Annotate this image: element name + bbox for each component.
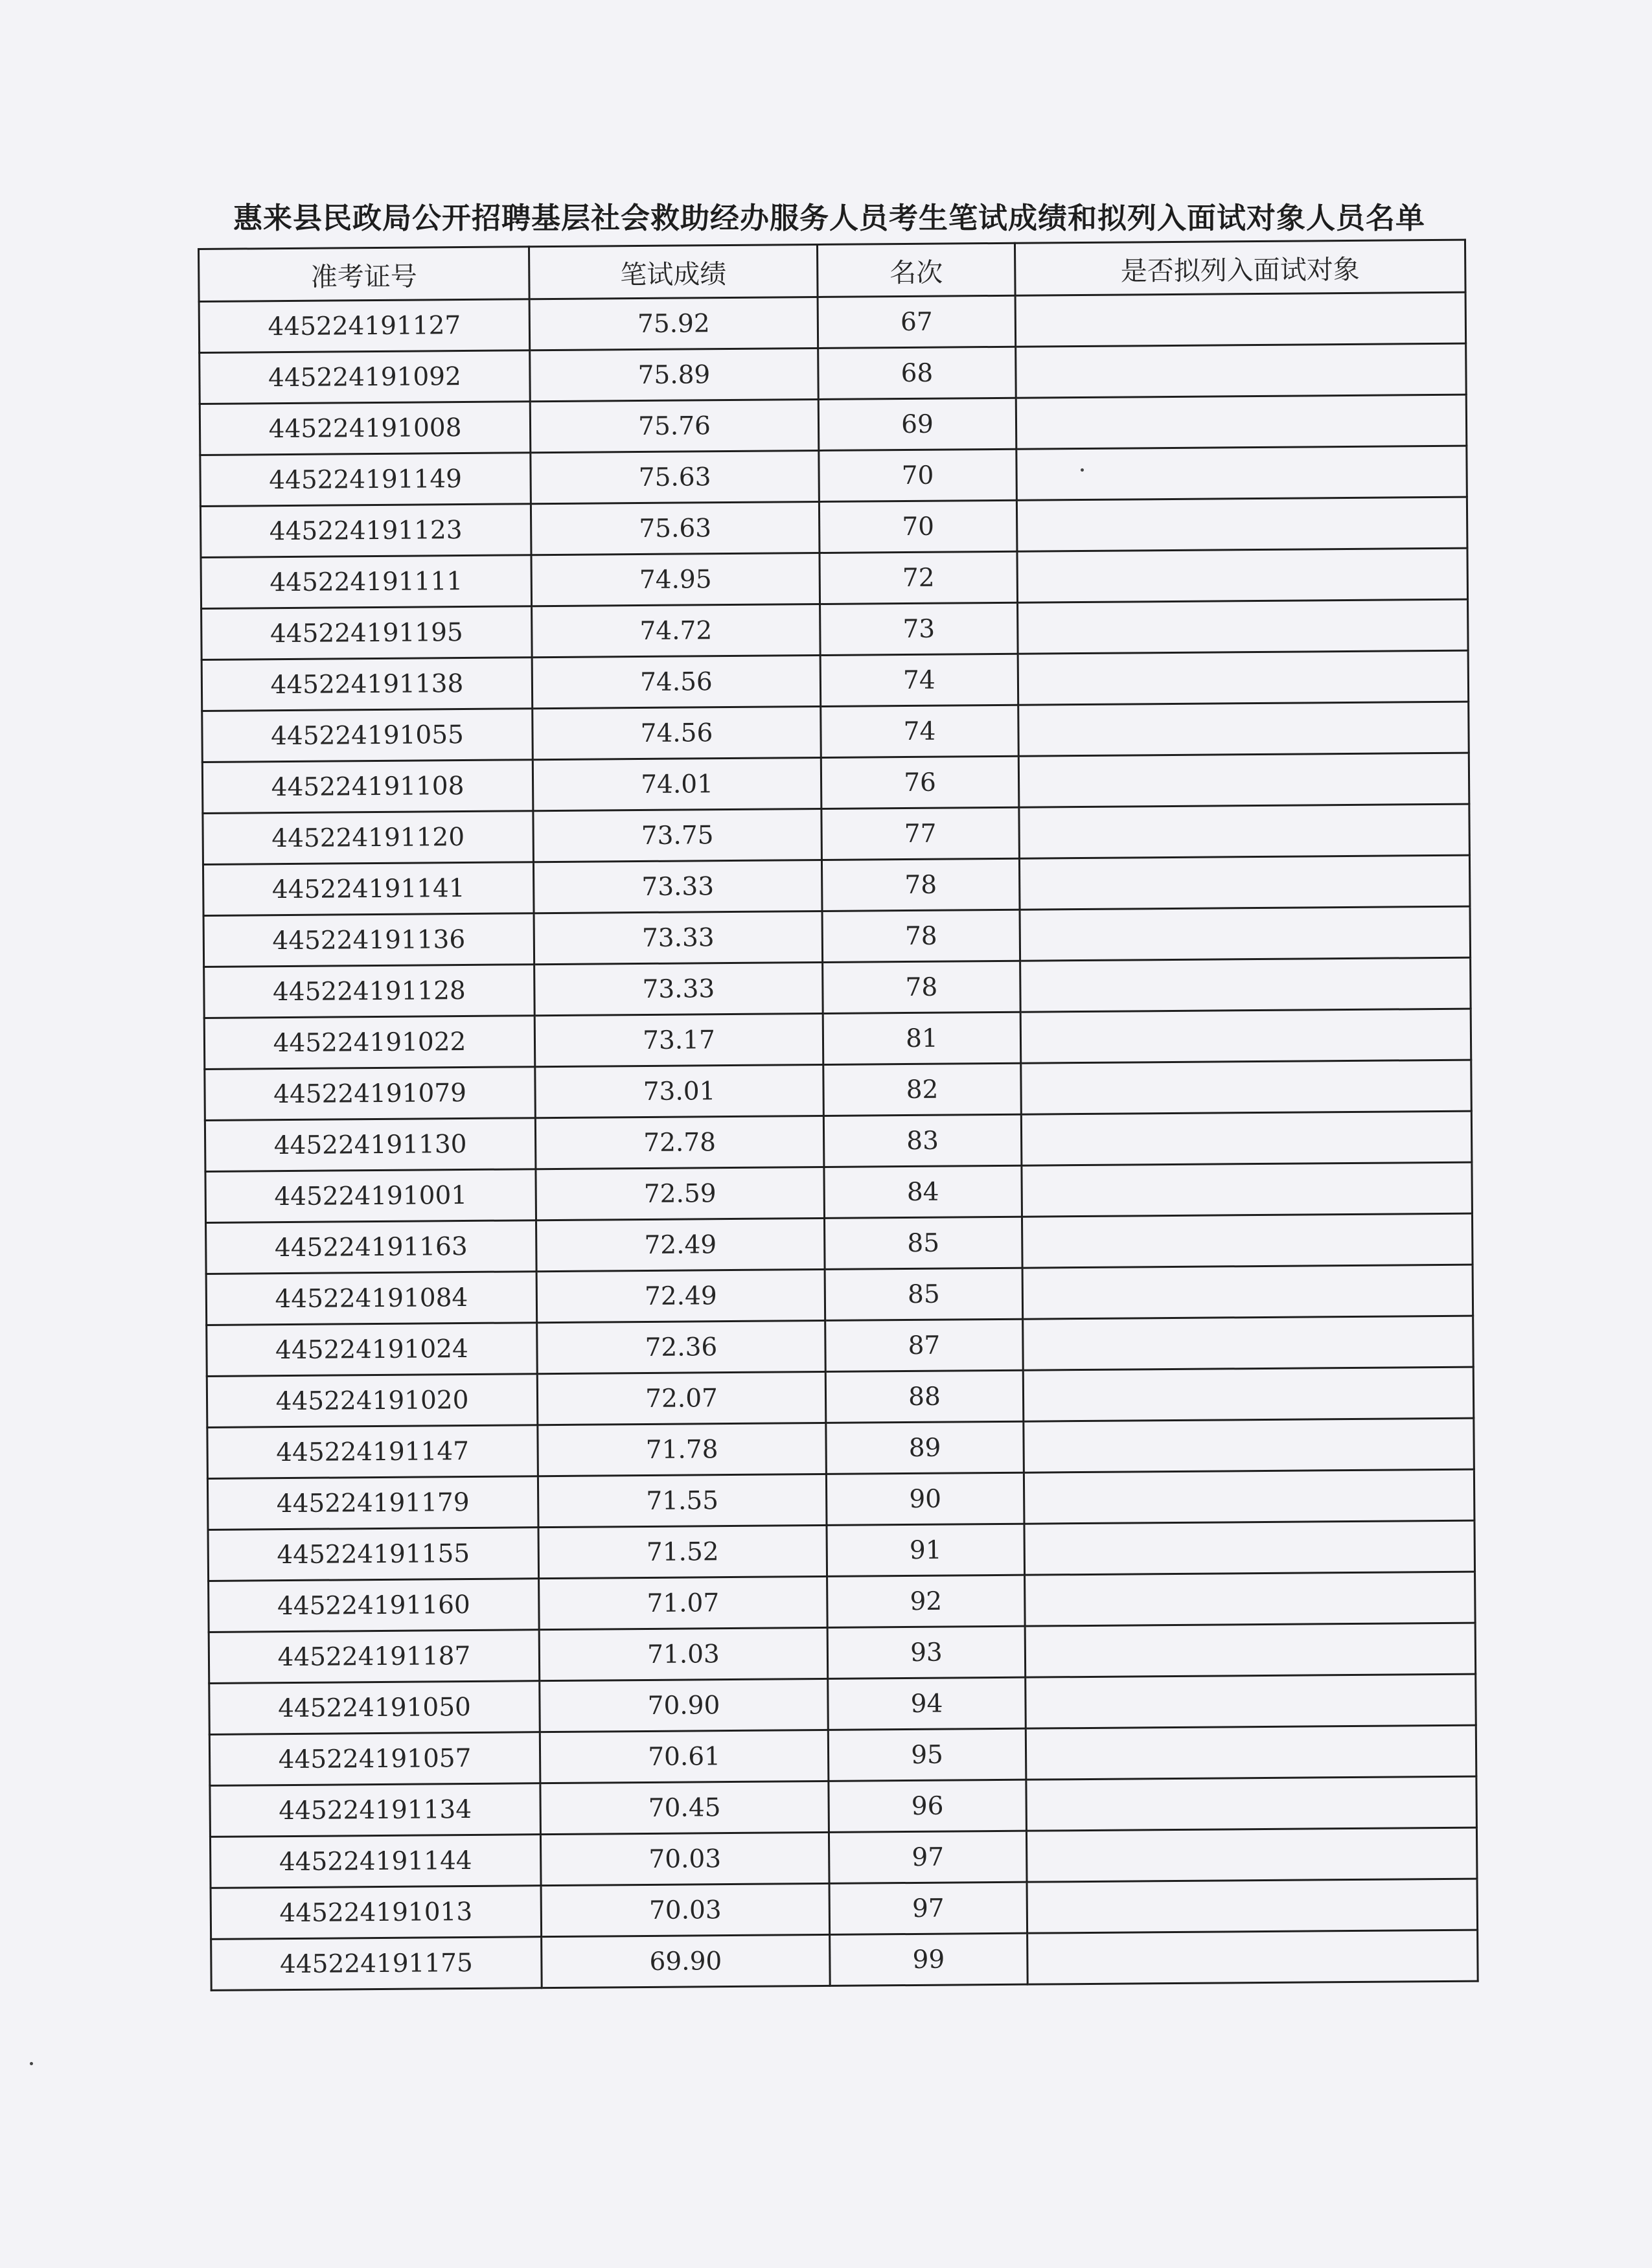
cell-written-score: 75.89 [530,348,819,401]
cell-written-score: 73.75 [533,808,822,862]
cell-written-score: 74.01 [533,757,821,810]
table-row [209,1623,1476,1683]
cell-exam-id: 445224191163 [206,1220,537,1274]
cell-exam-id: 445224191127 [199,299,530,353]
cell-rank: 90 [826,1472,1024,1525]
cell-interview-candidate [1019,804,1470,858]
cell-interview-candidate [1018,650,1469,705]
cell-rank: 87 [825,1319,1024,1371]
cell-rank: 94 [828,1677,1026,1730]
cell-rank: 70 [819,449,1017,501]
cell-rank: 88 [825,1370,1024,1423]
table-row [209,1572,1476,1632]
table-row [210,1827,1477,1888]
cell-written-score: 71.55 [538,1474,827,1527]
cell-interview-candidate [1018,753,1469,807]
cell-exam-id: 445224191022 [204,1016,535,1070]
cell-rank: 97 [829,1882,1027,1934]
cell-written-score: 73.01 [535,1064,824,1117]
table-row [207,1418,1474,1478]
cell-written-score: 72.78 [535,1116,824,1169]
cell-written-score: 70.45 [540,1781,829,1834]
cell-rank: 89 [826,1421,1024,1474]
table-row [200,446,1467,506]
cell-interview-candidate [1015,292,1466,347]
cell-interview-candidate [1018,702,1469,756]
table-row [209,1674,1476,1734]
cell-exam-id: 445224191179 [207,1476,538,1530]
cell-interview-candidate [1022,1265,1473,1319]
cell-interview-candidate [1026,1674,1476,1728]
table-row [209,1725,1476,1785]
cell-rank: 92 [827,1575,1026,1627]
table-row [205,1060,1472,1120]
cell-rank: 91 [827,1524,1025,1576]
cell-interview-candidate [1016,497,1467,551]
cell-written-score: 73.33 [534,911,823,964]
cell-rank: 68 [818,347,1016,399]
cell-interview-candidate [1017,548,1468,602]
cell-written-score: 70.61 [540,1730,829,1783]
table-row [205,1111,1472,1171]
cell-exam-id: 445224191111 [201,555,532,609]
cell-written-score: 72.49 [536,1218,825,1271]
cell-written-score: 71.78 [538,1423,827,1476]
cell-interview-candidate [1022,1213,1473,1268]
table-row [205,1162,1473,1222]
cell-rank: 95 [828,1728,1026,1781]
cell-rank: 96 [829,1780,1027,1832]
cell-written-score: 75.76 [530,399,819,452]
cell-interview-candidate [1025,1623,1476,1677]
cell-exam-id: 445224191079 [205,1067,536,1121]
cell-rank: 74 [821,705,1019,757]
table-row [199,292,1466,352]
cell-written-score: 71.07 [539,1576,828,1629]
cell-exam-id: 445224191120 [203,811,534,865]
cell-interview-candidate [1016,395,1467,449]
cell-written-score: 69.90 [542,1934,831,1987]
cell-exam-id: 445224191136 [203,913,534,967]
cell-interview-candidate [1016,446,1467,500]
cell-rank: 81 [823,1012,1021,1064]
table-row [201,650,1469,711]
cell-interview-candidate [1020,906,1471,961]
cell-exam-id: 445224191050 [209,1681,540,1735]
scan-speck [1081,468,1084,472]
cell-interview-candidate [1025,1572,1476,1626]
cell-exam-id: 445224191175 [211,1937,542,1991]
cell-interview-candidate [1026,1725,1476,1780]
table-row [207,1316,1474,1376]
table-row [204,957,1471,1018]
cell-exam-id: 445224191155 [208,1528,539,1581]
cell-rank: 78 [821,858,1020,911]
cell-rank: 69 [818,398,1016,450]
cell-rank: 93 [827,1626,1026,1678]
table-row [201,548,1468,608]
header-interview-candidate: 是否拟列入面试对象 [1015,240,1465,295]
table-row [206,1213,1473,1274]
cell-written-score: 74.72 [532,604,821,657]
table-row [211,1879,1478,1939]
cell-exam-id: 445224191128 [204,965,535,1018]
cell-exam-id: 445224191134 [210,1783,541,1837]
cell-exam-id: 445224191195 [201,606,533,660]
cell-rank: 78 [822,910,1020,962]
cell-interview-candidate [1020,957,1471,1012]
cell-interview-candidate [1021,1060,1472,1114]
cell-written-score: 74.56 [533,706,821,759]
table-row [203,906,1471,967]
cell-interview-candidate [1023,1316,1474,1370]
cell-rank: 70 [819,500,1017,553]
cell-written-score: 74.56 [532,655,821,708]
cell-exam-id: 445224191013 [211,1886,542,1940]
table-row [204,1009,1471,1069]
table-row [211,1930,1478,1990]
cell-written-score: 71.03 [539,1627,828,1680]
cell-exam-id: 445224191149 [200,453,531,507]
cell-interview-candidate [1026,1776,1477,1831]
cell-exam-id: 445224191001 [205,1169,536,1223]
table-row [200,395,1467,455]
score-table [198,239,1479,1991]
table-row [202,753,1469,813]
cell-rank: 67 [818,295,1016,348]
cell-rank: 77 [821,807,1020,860]
cell-rank: 84 [824,1165,1022,1218]
cell-written-score: 73.33 [533,860,822,913]
table-row [208,1520,1475,1581]
table-row [210,1776,1477,1837]
table-row [206,1265,1473,1325]
cell-interview-candidate [1021,1111,1472,1165]
cell-interview-candidate [1024,1520,1475,1575]
cell-interview-candidate [1024,1418,1474,1472]
header-rank: 名次 [817,243,1015,297]
header-written-score: 笔试成绩 [529,244,818,299]
table-header-row [199,240,1466,301]
table-row [203,804,1470,864]
cell-interview-candidate [1027,1930,1478,1984]
cell-interview-candidate [1018,599,1469,654]
cell-written-score: 72.59 [536,1167,825,1220]
table-row [207,1367,1474,1427]
cell-exam-id: 445224191147 [207,1425,538,1479]
cell-exam-id: 445224191160 [209,1579,540,1632]
cell-interview-candidate [1026,1827,1477,1882]
cell-rank: 83 [823,1114,1022,1167]
cell-exam-id: 445224191138 [201,658,533,711]
cell-exam-id: 445224191108 [202,760,533,814]
cell-exam-id: 445224191144 [210,1835,541,1888]
cell-exam-id: 445224191084 [206,1272,537,1325]
cell-written-score: 70.03 [540,1832,829,1885]
cell-exam-id: 445224191008 [200,402,531,455]
cell-written-score: 70.90 [540,1678,829,1732]
cell-exam-id: 445224191055 [202,709,533,762]
table-row [207,1469,1474,1529]
cell-exam-id: 445224191092 [200,350,531,404]
cell-written-score: 72.49 [536,1269,825,1322]
cell-interview-candidate [1020,1009,1471,1063]
cell-rank: 73 [820,602,1018,655]
table-body [199,292,1478,1990]
cell-exam-id: 445224191024 [207,1323,538,1377]
table-row [200,497,1467,557]
cell-rank: 78 [823,961,1021,1013]
cell-rank: 72 [820,551,1018,604]
table-row [200,343,1467,404]
cell-written-score: 70.03 [541,1883,830,1936]
cell-written-score: 72.36 [537,1320,826,1373]
cell-interview-candidate [1022,1162,1473,1217]
cell-interview-candidate [1023,1367,1474,1421]
cell-exam-id: 445224191141 [203,862,534,916]
scan-speck [30,2062,33,2065]
table-row [203,855,1470,915]
cell-exam-id: 445224191020 [207,1374,538,1428]
cell-written-score: 73.17 [534,1013,823,1066]
cell-interview-candidate [1027,1879,1478,1933]
table-row [201,599,1469,659]
cell-written-score: 75.63 [531,501,820,555]
cell-interview-candidate [1019,855,1470,910]
cell-rank: 85 [825,1268,1023,1320]
cell-interview-candidate [1016,343,1467,398]
cell-rank: 76 [821,756,1019,808]
cell-rank: 82 [823,1063,1022,1116]
cell-interview-candidate [1024,1469,1474,1524]
cell-exam-id: 445224191057 [209,1732,540,1786]
cell-rank: 85 [825,1217,1023,1269]
cell-exam-id: 445224191187 [209,1630,540,1684]
table-row [202,702,1469,762]
cell-rank: 99 [830,1933,1028,1986]
cell-written-score: 74.95 [531,553,820,606]
cell-written-score: 75.92 [529,297,818,350]
header-exam-id: 准考证号 [199,247,530,302]
cell-rank: 97 [829,1831,1027,1883]
cell-written-score: 71.52 [538,1525,827,1578]
cell-exam-id: 445224191123 [200,504,531,558]
document-title: 惠来县民政局公开招聘基层社会救助经办服务人员考生笔试成绩和拟列入面试对象人员名单 [233,201,1425,235]
cell-written-score: 72.07 [537,1371,826,1425]
cell-written-score: 75.63 [531,450,820,503]
cell-exam-id: 445224191130 [205,1118,536,1172]
cell-written-score: 73.33 [534,962,823,1015]
cell-rank: 74 [820,654,1018,706]
